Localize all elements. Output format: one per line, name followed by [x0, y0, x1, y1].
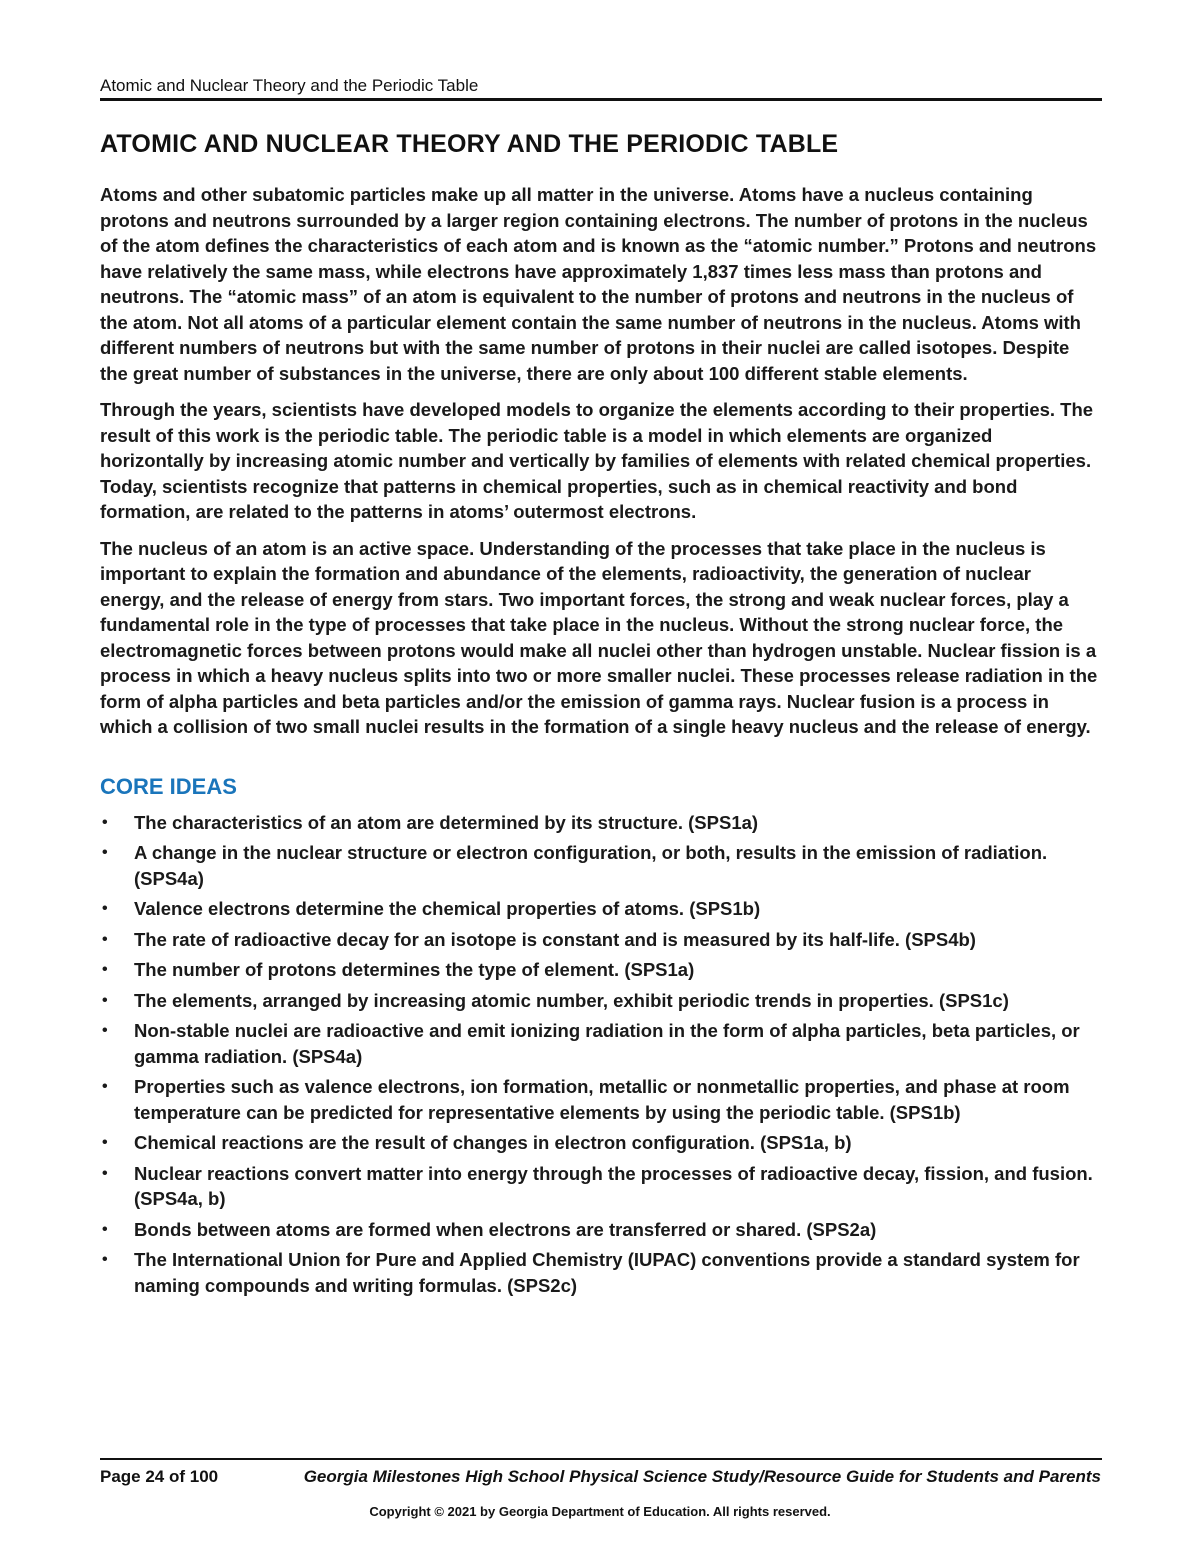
page-title: ATOMIC AND NUCLEAR THEORY AND THE PERIODIC TABLE: [100, 130, 839, 158]
core-idea-text: Valence electrons determine the chemical properties of atoms. (SPS1b): [134, 898, 761, 919]
bullet-icon: •: [102, 991, 108, 1009]
bullet-icon: •: [102, 1078, 108, 1095]
list-item: [100, 840, 1100, 891]
core-idea-text: The elements, arranged by increasing atomic number, exhibit periodic trends in properties. (SPS1c): [134, 989, 1009, 1011]
list-item: [100, 1217, 1100, 1243]
bullet-icon: •: [102, 844, 108, 861]
core-idea-text: The characteristics of an atom are determined by its structure. (SPS1a): [134, 811, 759, 833]
core-idea-text: Chemical reactions are the result of changes in electron configuration. (SPS1a, b): [134, 1132, 852, 1153]
core-idea-text: A change in the nuclear structure or electron configuration, or both, results in the emission of radiation. (SPS4a): [134, 842, 1048, 889]
core-idea-text: Nuclear reactions convert matter into energy through the processes of radioactive decay, fission, and fusion. (SPS4a, b): [134, 1162, 1093, 1209]
list-item: [100, 1130, 1100, 1156]
core-idea-text: Properties such as valence electrons, ion formation, metallic or nonmetallic properties, and phase at room temperature can be predicted for representative elements by using the periodic table. (SPS1b): [134, 1076, 1070, 1123]
core-ideas-list: [100, 810, 1100, 1299]
list-item: [100, 988, 1100, 1014]
running-header: Atomic and Nuclear Theory and the Periodic Table: [100, 76, 479, 95]
bullet-icon: •: [102, 930, 108, 948]
list-item: [100, 1247, 1100, 1298]
list-item: [100, 896, 1100, 922]
header-divider: [100, 98, 1102, 101]
list-item: [100, 810, 1100, 836]
bullet-icon: •: [102, 813, 108, 831]
core-idea-text: The number of protons determines the type of element. (SPS1a): [134, 959, 695, 980]
bullet-icon: •: [102, 1220, 108, 1238]
page-number: Page 24 of 100: [100, 1467, 219, 1486]
core-idea-text: Non-stable nuclei are radioactive and emit ionizing radiation in the form of alpha particles, beta particles, or gamma radiation. (SPS4a): [134, 1020, 1080, 1067]
core-idea-text: Bonds between atoms are formed when electrons are transferred or shared. (SPS2a): [134, 1218, 877, 1240]
bullet-icon: •: [102, 1164, 108, 1182]
paragraph-periodic-table: Through the years, scientists have developed models to organize the elements according to their properties. The result of this work is the periodic table. The periodic table is a model in which elements are organized horizontally by increasing atomic number and vertically by families of elements with related chemical properties. Today, scientists recognize that patterns in chemical properties, such as in chemical reactivity and bond formation, are related to the patterns in atoms’ outermost electrons.: [100, 399, 1094, 522]
bullet-icon: •: [102, 1251, 108, 1268]
list-item: [100, 957, 1100, 983]
guide-title: Georgia Milestones High School Physical Science Study/Resource Guide for Students and Parents: [303, 1467, 1101, 1486]
copyright-notice: Copyright © 2021 by Georgia Department of Education. All rights reserved.: [369, 1504, 831, 1519]
bullet-icon: •: [102, 961, 108, 978]
bullet-icon: •: [102, 900, 108, 917]
paragraph-atoms: Atoms and other subatomic particles make up all matter in the universe. Atoms have a nucleus containing protons and neutrons surrounded by a larger region containing electrons. The number of protons in the nucleus of the atom defines the characteristics of each atom and is known as the “atomic number.” Protons and neutrons have relatively the same mass, while electrons have approximately 1,837 times less mass than protons and neutrons. The “atomic mass” of an atom is equivalent to the number of protons and neutrons in the nucleus of the atom. Not all atoms of a particular element contain the same number of neutrons in the nucleus. Atoms with different numbers of neutrons but with the same number of protons in their nuclei are called isotopes. Despite the great number of substances in the universe, there are only about 100 different stable elements.: [100, 184, 1097, 384]
core-idea-text: The International Union for Pure and Applied Chemistry (IUPAC) conventions provide a standard system for naming compounds and writing formulas. (SPS2c): [134, 1249, 1080, 1296]
footer-divider: [100, 1458, 1102, 1460]
bullet-icon: •: [102, 1134, 108, 1151]
paragraph-nucleus: The nucleus of an atom is an active space. Understanding of the processes that take place in the nucleus is important to explain the formation and abundance of the elements, radioactivity, the generation of nuclear energy, and the release of energy from stars. Two important forces, the strong and weak nuclear forces, play a fundamental role in the type of processes that take place in the nucleus. Without the strong nuclear force, the electromagnetic forces between protons would make all nuclei other than hydrogen unstable. Nuclear fission is a process in which a heavy nucleus splits into two or more smaller nuclei. These processes release radiation in the form of alpha particles and beta particles and/or the emission of gamma rays. Nuclear fusion is a process in which a collision of two small nuclei results in the formation of a single heavy nucleus and the release of energy.: [100, 537, 1098, 737]
main-content: [100, 182, 1100, 1303]
core-idea-text: The rate of radioactive decay for an isotope is constant and is measured by its half-life. (SPS4b): [134, 928, 976, 950]
list-item: [100, 1161, 1100, 1212]
list-item: [100, 1074, 1100, 1125]
bullet-icon: •: [102, 1022, 108, 1039]
list-item: [100, 927, 1100, 953]
core-ideas-heading: CORE IDEAS: [100, 773, 237, 799]
list-item: [100, 1018, 1100, 1069]
